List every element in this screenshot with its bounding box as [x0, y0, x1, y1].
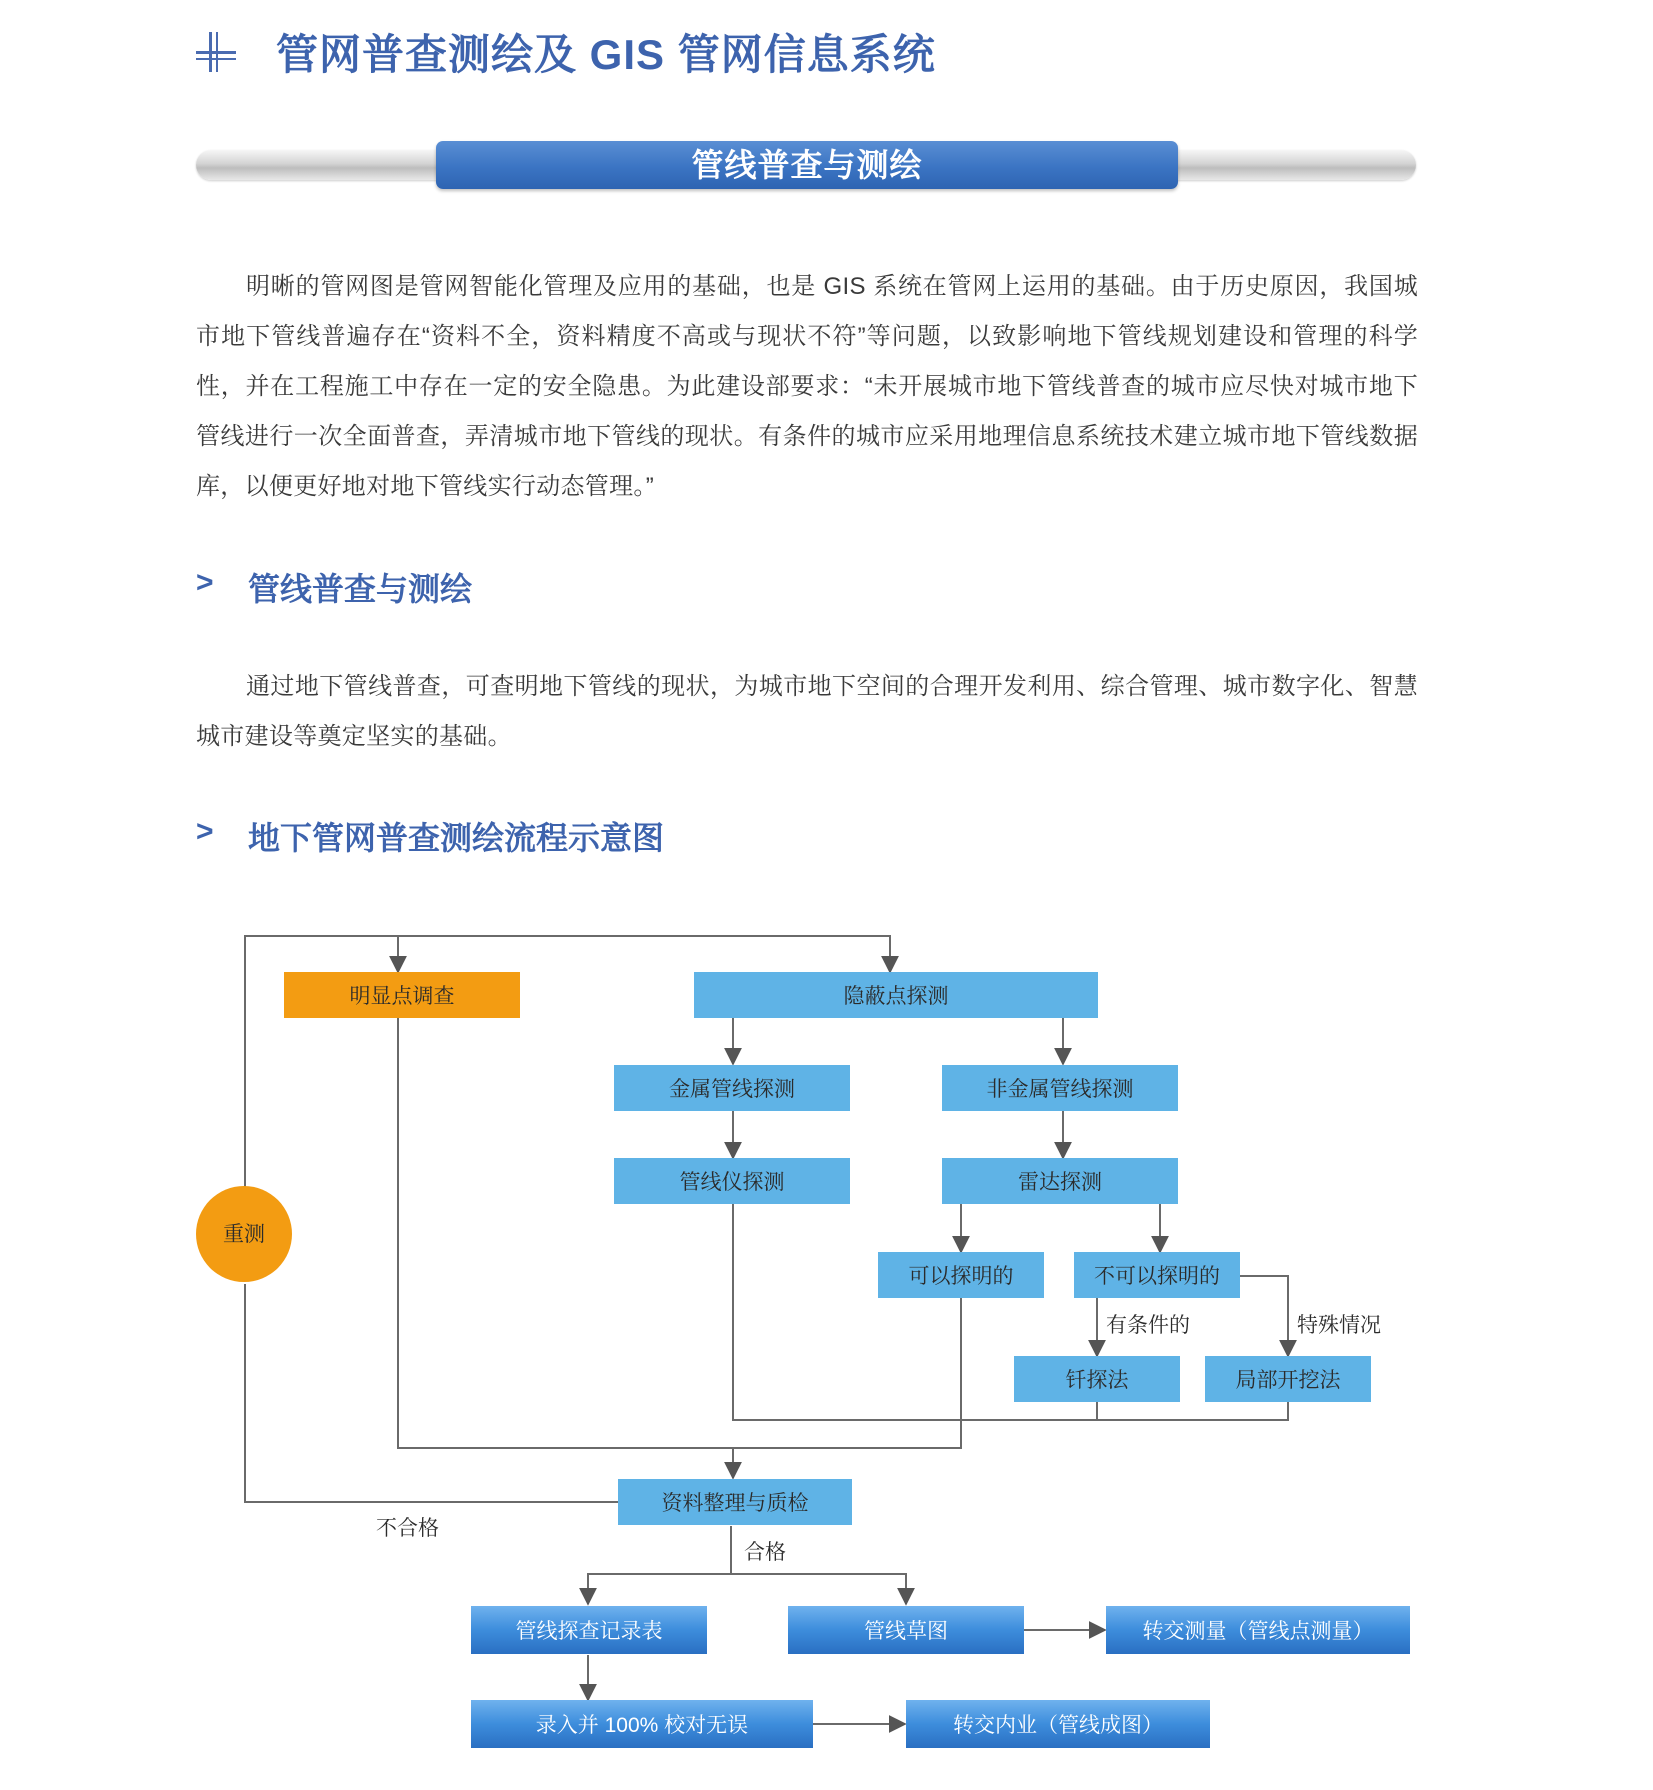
section-arrow-icon: > — [196, 566, 214, 599]
node-office-handoff — [906, 1700, 1210, 1748]
node-label: 不可以探明的 — [1094, 1265, 1220, 1288]
node-label: 雷达探测 — [1018, 1171, 1102, 1194]
banner-title: 管线普查与测绘 — [436, 141, 1178, 189]
node-detectable — [878, 1252, 1044, 1298]
node-excavate — [1205, 1356, 1371, 1402]
node-label: 管线仪探测 — [679, 1171, 785, 1194]
survey-paragraph: 通过地下管线普查，可查明地下管线的现状，为城市地下空间的合理开发利用、综合管理、城市数字化、智慧城市建设等奠定坚实的基础。 — [196, 673, 1418, 750]
node-label: 管线草图 — [864, 1620, 948, 1643]
section-title-flow: 地下管网普查测绘流程示意图 — [248, 820, 665, 856]
node-nonmetal-detection — [942, 1065, 1178, 1111]
node-data-entry — [471, 1700, 813, 1748]
node-obvious-survey — [284, 972, 520, 1018]
edge-label-special: 特殊情况 — [1297, 1314, 1381, 1337]
edge-label-fail: 不合格 — [376, 1517, 439, 1540]
node-label: 转交测量（管线点测量） — [1142, 1620, 1374, 1643]
node-label: 金属管线探测 — [669, 1078, 795, 1101]
node-radar — [942, 1158, 1178, 1204]
node-label: 录入并 100% 校对无误 — [535, 1714, 749, 1737]
node-hidden-detection — [694, 972, 1098, 1018]
node-undetectable — [1074, 1252, 1240, 1298]
node-metal-detection — [614, 1065, 850, 1111]
edge-label-conditional: 有条件的 — [1106, 1314, 1190, 1337]
node-pipe-locator — [614, 1158, 850, 1204]
node-label: 非金属管线探测 — [986, 1078, 1134, 1101]
node-survey-handoff — [1106, 1606, 1410, 1654]
node-label: 可以探明的 — [908, 1265, 1014, 1288]
node-label: 管线探查记录表 — [515, 1620, 663, 1643]
node-label: 钎探法 — [1065, 1369, 1129, 1392]
node-label: 重测 — [223, 1223, 265, 1246]
intro-paragraph: 明晰的管网图是管网智能化管理及应用的基础，也是 GIS 系统在管网上运用的基础。由于历史原因，我国城市地下管线普遍存在“资料不全，资料精度不高或与现状不符”等问题，以致影响地下管线规划建设和管理的科学性，并在工程施工中存在一定的安全隐患。为此建设部要求：“未开展城市地下管线普查的城市应尽快对城市地下管线进行一次全面普查，弄清城市地下管线的现状。有条件的城市应采用地理信息系统技术建立城市地下管线数据库，以便更好地对地下管线实行动态管理。” — [196, 273, 1418, 500]
node-sketch — [788, 1606, 1024, 1654]
node-record-table — [471, 1606, 707, 1654]
section-arrow-icon: > — [196, 815, 214, 848]
node-label: 转交内业（管线成图） — [953, 1714, 1163, 1737]
node-probe — [1014, 1356, 1180, 1402]
node-retest — [196, 1186, 292, 1282]
node-label: 明显点调查 — [349, 985, 455, 1008]
node-label: 资料整理与质检 — [661, 1492, 809, 1515]
node-qc — [618, 1479, 852, 1525]
page-title: 管网普查测绘及 GIS 管网信息系统 — [276, 31, 936, 78]
edge-label-pass: 合格 — [744, 1541, 786, 1564]
node-label: 隐蔽点探测 — [843, 985, 949, 1008]
section-title-survey: 管线普查与测绘 — [248, 571, 473, 607]
node-label: 局部开挖法 — [1235, 1369, 1341, 1392]
